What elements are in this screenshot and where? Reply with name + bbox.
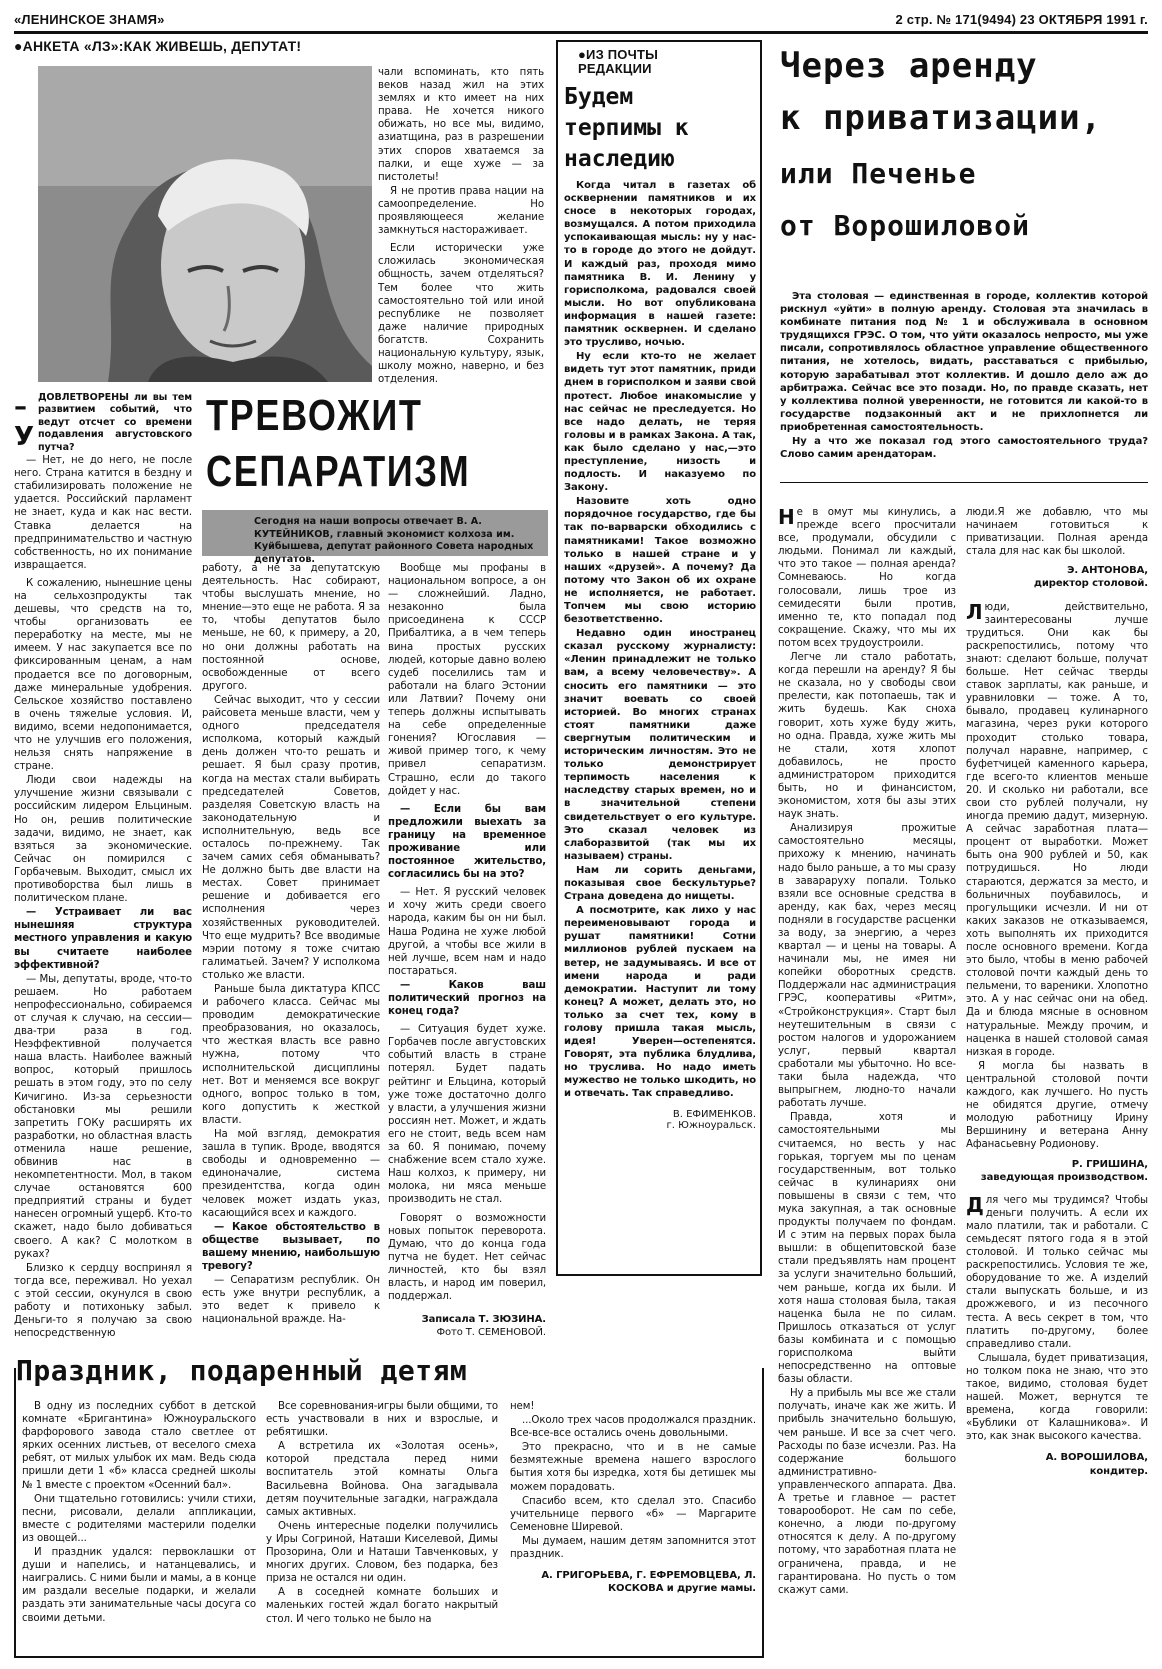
mailbag-paragraph: А посмотрите, как лихо у нас переименовывают города и рушат памятники! Сотни миллионов рублей пускаем на ветер, не задумываясь. И все от имени народа и ради демократии. Наступит ли тому конец? А может, делать это, но только за счет тех, кому в голову пришла такая мысль, идея! Уверен—остепенятся. Говорят, эта публика блудлива, но труслива. Но надо иметь мужество не только шкодить, но и отвечать. Так справедливо. (564, 905, 756, 1100)
kids-text-12: Мы думаем, нашим детям запомнится этот праздник. (510, 1535, 756, 1561)
interview-title-line1: ТРЕВОЖИТ (206, 391, 423, 440)
interview-column-3 (388, 562, 546, 1339)
kids-text-2: Они тщательно готовились: учили стихи, песни, рисовали, делали аппликации, вместе с родителями мастерили поделки из овощей... (22, 1493, 256, 1544)
rent-lead-text: Эта столовая — единственная в городе, коллектив которой рискнул «уйти» в полную аренду. Столовая эта значилась в комбинате питания под № 1 и обслуживала в основном трудящихся ГРЭС. О том, что уйти оказалось непросто, мы уже писали, сопротивлялось областное управление общественного питания, не хотелось, видать, расставаться с прибылью, которую зарабатывал этот коллектив. И дошло дело аж до арбитража. Сейчас все это позади. Но, по правде сказать, нет у коллектива полной уверенности, не готовится ли какой-то в государстве подзаконный акт и не прихлопнется ли приобретенная самостоятельность. (780, 291, 1148, 433)
kids-text-5: А встретила их «Золотая осень», которой предстала перед ними воспитатель этой комнаты Ольга Васильевна Войнова. Она загадывала детям поучительные загадки, награждала самых активных. (266, 1441, 498, 1518)
kids-text-10: Это прекрасно, что и в не самые безмятежные времена нашего взрослого бытия хотя бы изредка, хотя бы детишек мы можем порадовать. (510, 1442, 756, 1493)
kids-text-9: ...Около трех часов продолжался праздник. Все-все-все остались очень довольными. (510, 1415, 756, 1440)
interview-column-2 (202, 562, 380, 1327)
mailbag-rubric: ●ИЗ ПОЧТЫ РЕДАКЦИИ (578, 47, 659, 76)
signature-antonova-role: директор столовой. (1033, 578, 1148, 590)
question-1: ДОВЛЕТВОРЕНЫ ли вы тем развитием событий, что ведут отсчет со времени подавления августовского путча? (37, 392, 192, 453)
kids-text-4: Все соревнования-игры были общими, то есть участвовали в них и взрослые, и ребятишки. (266, 1401, 498, 1439)
question-dropcap: –У (14, 392, 34, 452)
kids-text-8: нем! (510, 1401, 535, 1412)
header-rule (14, 31, 1148, 34)
answer-5b: Говорят о возможности новых попыток переворота. Думаю, что до конца года путча не будет. Нет сейчас личностей, кто бы взял власть, и народ им поверил, поддержал. (388, 1212, 546, 1303)
rent-text-a5: Ну а прибыль мы все же стали получать, иначе как же жить. И прибыль значительно большую, чем раньше. И все за счет чего. Расходы по базе исчезли. Раз. На содержание большого административно-управленческого аппарата. Два. А третье и главное — растет товарооборот. Не сам по себе, конечно, а люди по-другому относятся к делу. А по-другому потому, что заработная плата не ограничена, правда, и не гарантирована. Но пусть о том скажут сами. (778, 1388, 956, 1596)
interview-column-1 (14, 392, 192, 1341)
rent-text-a1: е в омут мы кинулись, а прежде всего просчитали все, продумали, обсудили с людьми. Понимал ли каждый, что это такое — полная аренда? Сомневаюсь. Но когда голосовали, лишь трое из семидесяти были против, именно те, кто попадал под сокращение. Скажу, что мы их потом всех трудоустроили. (778, 507, 956, 649)
mailbag-paragraph: Нам ли сорить деньгами, показывая свое бескультурье? Страна доведена до нищеты. (564, 864, 756, 903)
mailbag-article (564, 48, 756, 1131)
kids-title: Праздник, подаренный детям (16, 1354, 475, 1388)
mailbag-city: г. Южноуральск. (666, 1119, 756, 1131)
answer-2c: работу, а не за депутатскую деятельность. Нас собирают, чтобы выслушать мнение, но мнение—это еще не работа. Я за то, чтобы депутатов было меньше, не 60, к примеру, а 20, но они должны работать на постоянной основе, освобожденные от всего другого. (202, 563, 380, 692)
answer-1c: Люди свои надежды на улучшение жизни связывали с российским лидером Ельциным. Но он, решив политические задачи, видимо, не знает, как взяться за экономические. Сейчас он помирился с Горбачевым. Выходит, смысл их противоборства был лишь в политическом плане. (14, 775, 192, 905)
signature-antonova-name: Э. АНТОНОВА, (1067, 565, 1148, 577)
rent-text-a4: Правда, хотя и самостоятельными мы считаемся, но весть у нас горькая, торгуем мы по ценам государственным, вот только сейчас в кулинариях они повышены в связи с тем, что мука закупная, а так основные продукты получаем по фондам. И с этим на первых порах была вышли: в общепитовской базе стали предъявлять нам процент за услуги значительно больший, чем раньше, когда их были. И хотя наша столовая была, такая наценка была не по силам. Пришлось отказаться от услуг базы комбината и с помощью горисполкома выйти непосредственно на оптовые базы области. (778, 1112, 956, 1386)
answer-2f: На мой взгляд, демократия зашла в тупик. Вроде, вводятся свободы и одновременно — единоначалие, система президентства, когда один человек может издать указ, касающийся всех и каждого. (202, 1129, 380, 1219)
signature-voroshilova-name: А. ВОРОШИЛОВА, (1045, 1452, 1148, 1464)
answer-5a: — Ситуация будет хуже. Горбачев после августовских событий власть в стране потерял. Будет падать рейтинг и Ельцина, который уже тоже достаточно долго у власти, а улучшения жизни россиян нет. Может, и ждать его не стоит, ведь всем нам за 60. Я понимаю, почему снабжение всем стало хуже. Наш колхоз, к примеру, ни молока, ни мяса меньше производить не стал. (388, 1024, 546, 1206)
question-5: — Каков ваш политический прогноз на конец года? (388, 979, 546, 1018)
kids-text-6: Очень интересные поделки получились у Иры Согриной, Наташи Киселевой, Димы Прозорина, Оли и Наташи Тавченковых, у многих других. Словом, без подарка, без приза не остался ни один. (266, 1520, 498, 1585)
kids-column-2 (266, 1400, 498, 1627)
interview-credit-author: Записала Т. ЗЮЗИНА. (421, 1314, 546, 1326)
answer-3a: — Сепаратизм республик. Он есть уже внутри республик, а это ведет к привело к национальной вражде. На- (202, 1275, 380, 1326)
answer-2b: Близко к сердцу воспринял я тогда все, переживал. Но уехал с этой сессии, окунулся в свою работу и потихоньку забыл. Деньги-то я получаю за свою непосредственную (14, 1262, 192, 1340)
answer-3c: Я не против права нации на самоопределение. Но проявляющееся желание замкнуться настораживает. (378, 185, 544, 237)
rent-text-a6: люди.Я же добавлю, что мы начинаем готовиться к приватизации. Полная аренда стала для нас как бы школой. (966, 507, 1148, 558)
interview-title-line2: СЕПАРАТИЗМ (206, 447, 471, 496)
rent-title-line4: от Ворошиловой (780, 209, 1031, 242)
issue-info: 2 стр. № 171(9494) 23 ОКТЯБРЯ 1991 г. (895, 12, 1148, 27)
kids-text-1: В одну из последних суббот в детской комнате «Бригантина» Южноуральского фарфорового завода стало светлее от ярких осенних листьев, от веселого смеха ребят, от милых улыбок их мам. Ведь сюда пришли дети 1 «б» класса средней школы № 1 вместе с проектом «Осенний бал». (22, 1401, 256, 1491)
kids-text-11: Спасибо всем, кто сделал это. Спасибо учительнице первого «б» — Маргарите Семеновне Ширевой. (510, 1495, 756, 1533)
rent-divider (780, 482, 1148, 483)
portrait-illustration (38, 66, 372, 382)
rent-dropcap-l: Л (966, 599, 983, 624)
answer-1a: — Нет, не до него, не после него. Страна катится в бездну и стабилизировать положение не удается. Российский парламент не знает, куда и как нас вести. Ставка делается на предпринимательство и частную собственность, но их понимание извращается. (14, 455, 192, 571)
signature-grishina-role: заведующая производством. (980, 1171, 1148, 1183)
answer-3e: Вообще мы профаны в национальном вопросе, а он — сложнейший. Ладно, незаконно была присоединена к СССР Прибалтика, а в чем теперь вина простых русских людей, которые давно волею судеб поселились там и работали на благо Эстонии или Латвии? Почему они теперь должны испытывать на себе определенные гонения? Югославия — живой пример того, к чему привел сепаратизм. Страшно, если до такого дойдет у нас. (388, 563, 546, 797)
mailbag-text (564, 179, 756, 1101)
mailbag-title: Будем терпимы к наследию (564, 84, 689, 172)
kids-signature: А. ГРИГОРЬЕВА, Г. ЕФРЕМОВЦЕВА, Л. КОСКОВА и другие мамы. (541, 1570, 756, 1595)
interview-rubric: ●АНКЕТА «ЛЗ»:КАК ЖИВЕШЬ, ДЕПУТАТ! (14, 38, 302, 54)
question-3: — Какое обстоятельство в обществе вызывает, по вашему мнению, наибольшую тревогу? (202, 1221, 380, 1272)
interview-title (206, 388, 546, 500)
question-2: — Устраивает ли вас нынешняя структура местного управления и какую вы считаете наиболее эффективной? (14, 907, 192, 971)
interview-lead: Сегодня на наши вопросы отвечает В. А. КУТЕЙНИКОВ, главный экономист колхоза им. Куйбышева, депутат районного Совета народных депутатов. (202, 510, 548, 556)
kids-text-3: И праздник удался: первоклашки от души и напелись, и натанцевались, и наигрались. С ними были и мамы, а в конце им раздали веселые подарки, и желали раздать эти занимательные часы досуга со своими детьми. (22, 1547, 256, 1624)
newspaper-name: «ЛЕНИНСКОЕ ЗНАМЯ» (14, 12, 165, 27)
rent-text-a3: Анализируя прожитые самостоятельно месяцы, прихожу к мнению, начинать надо было раньше, а то мы сразу в завараруху попали. Только взяли все основные средства в аренду, как бах, через месяц подняли в государстве расценки за воду, за энергию, а через квартал — и цены на товары. А начинали мы, не имея ни копейки оборотных средств. Поддержали нас администрация ГРЭС, кооперативы «Ритм», «Стройконструкция». Старт был неутешительным в связи с ростом налогов и удорожанием услуг, первый квартал сработали мы убыточно. Но все-таки была надежда, что выпрыгнем, людно-то начали работать лучше. (778, 823, 956, 1110)
answer-1b: К сожалению, нынешние цены на сельхозпродукты так дешевы, что средств на то, чтобы организовать ее переработку на месте, мы не имеем. У нас закупается все по фиксированным ценам, а нам продается все по договорным, даже минеральные удобрения. Сельское хозяйство поставлено в очень тяжелые условия. И, видимо, всеми недопонимается, что не улучшив его положения, нельзя снять напряжение в стране. (14, 577, 192, 773)
rent-lead-question: Ну а что же показал год этого самостоятельного труда? Слово самим арендаторам. (780, 436, 1148, 461)
rent-text-c2: Слышала, будет приватизация, но толком пока не знаю, что это такое, видимо, столовая будет нашей. Может, вернутся те времена, когда говорили: «Бублики от Калашникова». И это, как знак высокого качества. (966, 1352, 1148, 1443)
answer-4: — Нет. Я русский человек и хочу жить среди своего народа, каким бы он ни был. Наша Родина не хуже любой другой, а чтобы все жили в ней лучше, всем нам и надо постараться. (388, 887, 546, 977)
portrait-photo (38, 66, 372, 382)
rent-text-c1: ля чего мы трудимся? Чтобы деньги получить. А если их мало платили, так и работали. С семьдесят пятого года я в этой столовой. И только сейчас мы раскрепостились. Условия те же, оборудование то же. А изделий стали выпускать больше, и из дрожжевого, и из песочного теста. А весь секрет в том, что платить по-другому, более справедливо стали. (966, 1194, 1148, 1350)
mailbag-paragraph: Недавно один иностранец сказал русскому журналисту: «Ленин принадлежит не только вам, а всему человечеству». А сносить его памятники — это значит воевать со своей историей. Во многих странах стоят памятники даже свергнутым политическим и историческим личностям. Это не только демонстрирует терпимость населения к наследству старых времен, но и в значительной степени свидетельствует о его культуре. Это сказал человек из слаборазвитой (так мы их называем) страны. (564, 628, 756, 862)
kids-text-7: А в соседней комнате больших и маленьких гостей ждал богато накрытый стол. И чего только не было на (266, 1587, 498, 1625)
interview-column-3-top (378, 66, 544, 387)
rent-text-a2: Легче ли стало работать, когда перешли на аренду? Я бы не сказала, но у свободы свои прелести, как потопаешь, так и жить будешь. Как сноха говорит, хоть хуже буду жить, но одна. Правда, хуже жить мы не стали, хотя хлопот добавилось, не просто администратором приходится быть, но и финансистом, экономистом, хотя бы азы этих наук знать. (778, 652, 956, 821)
answer-2a: — Мы, депутаты, вроде, что-то решаем. Но работаем непрофессионально, собираемся от случая к случаю, на сессии—два-три раза в год. Неэффективной получается наша власть. Наиболее важный вопрос, который пришлось решать в этом году, это по селу Кичигино. Из-за серьезности обстановки мы решили запретить ГОКу расширять их разработки, но областная власть отменила наше решение, обвинив нас в некомпетентности. Мол, в таком случае остановятся 600 предприятий страны и будет нанесен огромный ущерб. Кто-то скажет, надо было добиваться своего. А как? С молотком в руках? (14, 973, 192, 1260)
rent-dropcap-n: Н (778, 505, 795, 529)
rent-dropcap-d: Д (966, 1192, 984, 1217)
answer-3b: чали вспоминать, кто пять веков назад жил на этих землях и кто имеет на них права. Не хочется никого обижать, но все мы, видимо, азиатщина, раз в разрешении этих споров хватаемся за палки, и еще хуже — за пистолеты! (378, 67, 544, 183)
rent-title-line1: Через аренду (780, 46, 1038, 86)
question-4: — Если бы вам предложили выехать за границу на временное проживание или постоянное жительство, согласились бы на это? (388, 803, 546, 881)
signature-voroshilova-role: кондитер. (1089, 1465, 1148, 1477)
interview-credit-photo: Фото Т. СЕМЕНОВОЙ. (436, 1327, 546, 1339)
rent-text-b2: Я могла бы назвать в центральной столовой почти каждого, как лучшего. Но пусть не обидятся другие, отмечу молодую работницу Ирину Вершинину и ветерана Анну Афанасьевну Родионову. (966, 1060, 1148, 1151)
kids-column-3 (510, 1400, 756, 1595)
rent-lead (780, 290, 1148, 462)
rent-column-b (966, 506, 1148, 1478)
signature-grishina-name: Р. ГРИШИНА, (1071, 1158, 1148, 1170)
kids-column-1 (22, 1400, 256, 1626)
answer-2d: Сейчас выходит, что у сессии райсовета меньше власти, чем у одного председателя исполкома, который каждый день должен что-то решать и решает. Я был сразу против, когда на местах стали выбирать председателей Советов, разделяя Советскую власть на законодательную и исполнительную, ведь все осталось по-прежнему. Так зачем самих себя обманывать? Не должно быть две власти на местах. Совет принимает решение и добивается его исполнения через хозяйственных руководителей. Что еще мудрить? Все вводимые мэрии потому я тоже считаю галиматьей. Зачем? У исполкома столько же власти. (202, 694, 380, 981)
mailbag-paragraph: Назовите хоть одно порядочное государство, где бы так по-варварски обходились с памятниками! Такое возможно только в нашей стране и у наших «друзей». А почему? Да потому что Закон об их охране не исполняется, не работает. Топчем мы свою историю безответственно. (564, 496, 756, 626)
rent-title-line3: или Печенье (780, 157, 977, 190)
rent-column-a (778, 506, 956, 1598)
rent-text-b1: юди, действительно, заинтересованы лучше трудиться. Они как бы раскрепостились, потому что знают: сделают больше, получат больше. Нет сейчас тверды ставок зарплаты, как раньше, и уравниловки — тоже. А то, бывало, продавец кулинарного магазина, через руки которого проходит столько товара, получал наравне, например, с буфетчицей каменного карьера, где всего-то клиентов меньше 20. И сколько ни работали, все свои сто рублей получали, ну иногда премию дадут, мизерную. А сейчас заработная плата—процент от выработки. Может быть она 900 рублей и 50, как потрудишься. Но люди стараются, держатся за место, и больничных поубавилось, и прогульщики исчезли. И ни от каких заказов не отказываемся, хоть выполнять их приходится после основного времени. Когда это было, чтобы в меню рабочей столовой почти каждый день то пельмени, то вареники. Хлопотно это. А у нас сейчас они на обед. Да и блюда мясные в основном натуральные. Между прочим, и наценка в нашей столовой самая низкая в городе. (966, 601, 1148, 1058)
mailbag-paragraph: Когда читал в газетах об осквернении памятников и их сносе в некоторых городах, возмущался. А потом приходила успокаивающая мысль: ну у нас-то в городе до этого не дойдут. И каждый раз, проходя мимо памятника В. И. Ленину у горисполкома, радовался своей мысли. Но вот опубликована информация в нашей газете: памятник осквернен. И сделано это трусливо, ночью. (564, 180, 756, 349)
mailbag-signature: В. ЕФИМЕНКОВ. (672, 1108, 756, 1120)
rent-headline (780, 40, 1150, 252)
answer-3d: Если исторически уже сложилась экономическая общность, зачем отделяться? Тем более что жить самостоятельно той или иной республике не позволяет даже наличие природных богатств. Сохранить национальную культуру, язык, школу можно, наверно, и без отделения. (378, 243, 544, 386)
mailbag-paragraph: Ну если кто-то не желает видеть тут этот памятник, приди днем в горисполком и заяви свой протест. Любое инакомыслие у нас сейчас не преследуется. Но все надо делать, не теряя головы и в рамках Закона. А так, как было сделано у нас,—это преступление, низость и подлость. И наказуемо по Закону. (564, 351, 756, 494)
answer-2e: Раньше была диктатура КПСС и рабочего класса. Сейчас мы проводим демократические преобразования, но оказалось, что жесткая власть все равно нужна, потому что исполнительской дисциплины нет. Вот и меняемся все вокруг одного, вопрос только в том, кого допустить к жесткой власти. (202, 984, 380, 1126)
rent-title-line2: к приватизации, (780, 98, 1103, 138)
